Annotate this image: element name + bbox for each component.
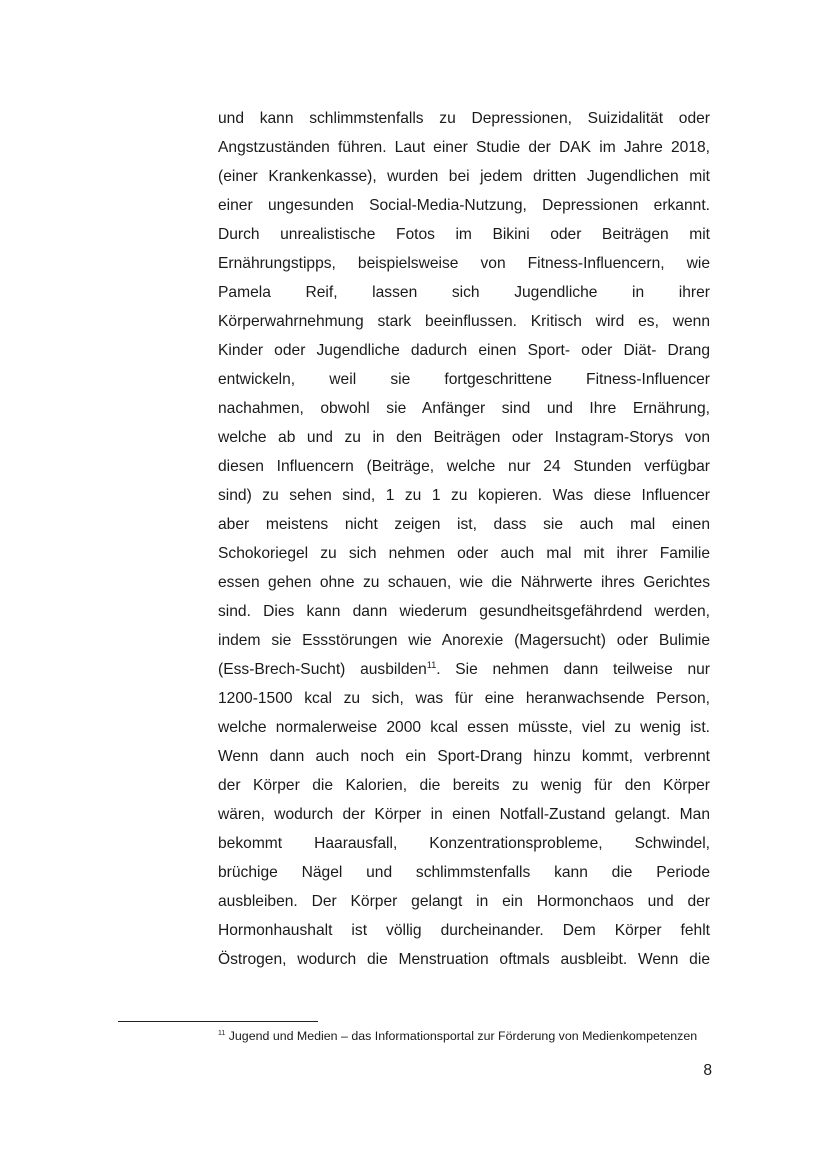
body-line: brüchige Nägel und schlimmstenfalls kann die Periode xyxy=(218,864,710,881)
body-line: diesen Influencern (Beiträge, welche nur 24 Stunden verfügbar xyxy=(218,458,710,475)
body-line: der Körper die Kalorien, die bereits zu wenig für den Körper xyxy=(218,777,710,794)
body-line: bekommt Haarausfall, Konzentrationsprobleme, Schwindel, xyxy=(218,835,710,852)
body-line: nachahmen, obwohl sie Anfänger sind und Ihre Ernährung, xyxy=(218,400,710,417)
body-line: wären, wodurch der Körper in einen Notfall-Zustand gelangt. Man xyxy=(218,806,710,823)
body-line: Östrogen, wodurch die Menstruation oftmals ausbleibt. Wenn die xyxy=(218,951,710,968)
body-line: und kann schlimmstenfalls zu Depressionen, Suizidalität oder xyxy=(218,110,710,127)
footnote-reference[interactable]: 11 xyxy=(426,659,437,670)
body-line: sind) zu sehen sind, 1 zu 1 zu kopieren. Was diese Influencer xyxy=(218,487,710,504)
body-line: Schokoriegel zu sich nehmen oder auch mal mit ihrer Familie xyxy=(218,545,710,562)
body-line: welche ab und zu in den Beiträgen oder Instagram-Storys von xyxy=(218,429,710,446)
body-line: Körperwahrnehmung stark beeinflussen. Kritisch wird es, wenn xyxy=(218,313,710,330)
body-line-part: . Sie nehmen dann teilweise nur xyxy=(436,661,710,678)
body-line: essen gehen ohne zu schauen, wie die Nährwerte ihres Gerichtes xyxy=(218,574,710,591)
body-line: 1200-1500 kcal zu sich, was für eine heranwachsende Person, xyxy=(218,690,710,707)
body-line: ausbleiben. Der Körper gelangt in ein Hormonchaos und der xyxy=(218,893,710,910)
body-line: Hormonhaushalt ist völlig durcheinander. Dem Körper fehlt xyxy=(218,922,710,939)
footnote-separator xyxy=(118,1021,318,1022)
body-line: aber meistens nicht zeigen ist, dass sie auch mal einen xyxy=(218,516,710,533)
body-line: Ernährungstipps, beispielsweise von Fitness-Influencern, wie xyxy=(218,255,710,272)
body-line-with-footnote-ref xyxy=(218,655,710,684)
footnote xyxy=(218,1028,698,1045)
body-line: Angstzuständen führen. Laut einer Studie der DAK im Jahre 2018, xyxy=(218,139,710,156)
body-text xyxy=(218,104,710,974)
body-line: Wenn dann auch noch ein Sport-Drang hinzu kommt, verbrennt xyxy=(218,748,710,765)
body-line: entwickeln, weil sie fortgeschrittene Fitness-Influencer xyxy=(218,371,710,388)
footnote-marker: 11 xyxy=(218,1029,226,1037)
body-line: welche normalerweise 2000 kcal essen müsste, viel zu wenig ist. xyxy=(218,719,710,736)
body-line: sind. Dies kann dann wiederum gesundheitsgefährdend werden, xyxy=(218,603,710,620)
body-line: Pamela Reif, lassen sich Jugendliche in ihrer xyxy=(218,284,710,301)
page-number: 8 xyxy=(703,1062,712,1079)
body-line: (einer Krankenkasse), wurden bei jedem dritten Jugendlichen mit xyxy=(218,168,710,185)
body-line: indem sie Essstörungen wie Anorexie (Magersucht) oder Bulimie xyxy=(218,632,710,649)
body-line-part: (Ess-Brech-Sucht) ausbilden xyxy=(218,661,427,678)
body-line: Durch unrealistische Fotos im Bikini oder Beiträgen mit xyxy=(218,226,710,243)
body-line: einer ungesunden Social-Media-Nutzung, Depressionen erkannt. xyxy=(218,197,710,214)
body-line: Kinder oder Jugendliche dadurch einen Sport- oder Diät- Drang xyxy=(218,342,710,359)
footnote-text: Jugend und Medien – das Informationsportal zur Förderung von Medienkompetenzen xyxy=(225,1029,698,1043)
